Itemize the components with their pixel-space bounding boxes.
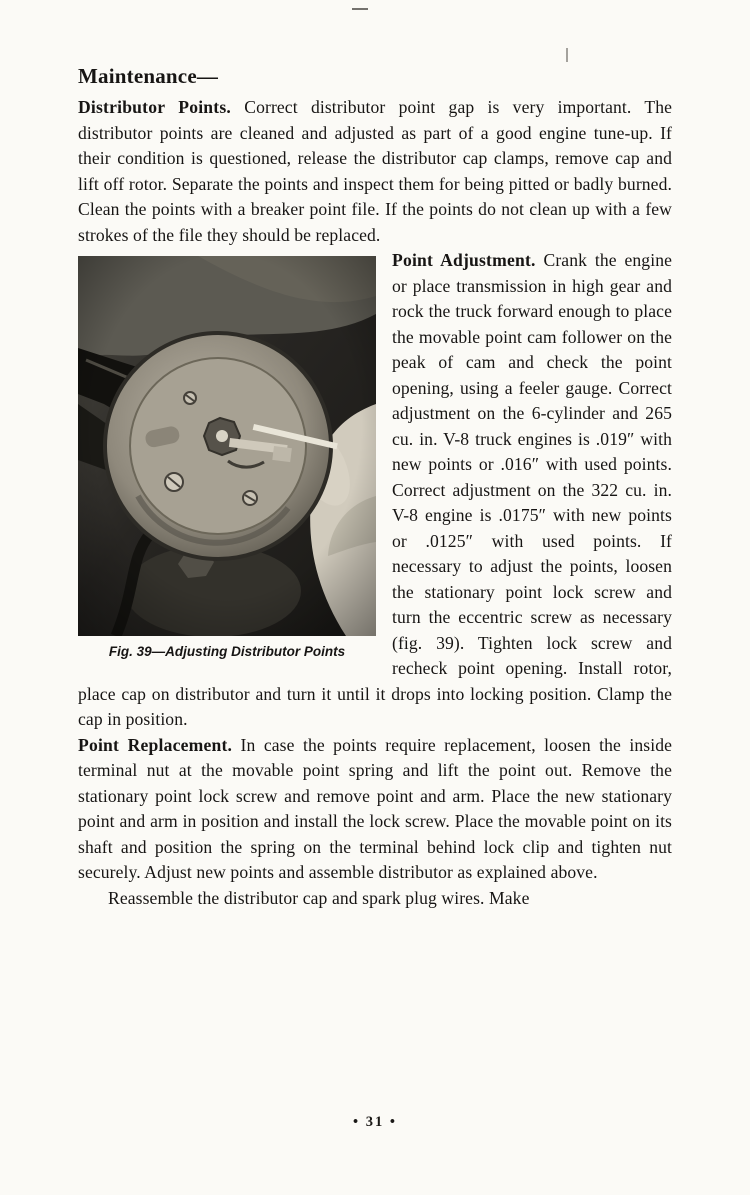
paragraph-body-distributor-points: Correct distributor point gap is very important. The distributor points are cleaned and adjusted as part of a good engine tune-up. If their condition is questioned, release the distributor cap clamps, remove cap and lift off rotor. Separate the points and inspect them for being pitted or badly burned. Clean the points with a breaker point file. If the points do not clean up with a few strokes of the file they should be replaced. (78, 97, 672, 245)
paragraph-reassemble: Reassemble the distributor cap and spark plug wires. Make (108, 887, 530, 908)
figure-photo (78, 256, 376, 636)
paragraph-body-point-replacement: In case the points require replacement, loosen the inside terminal nut at the movable point spring and lift the point out. Remove the stationary point lock screw and remove point and arm. Place the new stationary point and arm in position and install the lock screw. Place the movable point on its shaft and position the spring on the terminal behind lock clip and tighten nut securely. Adjust new points and assemble distributor as explained above. (78, 734, 672, 882)
figure-39 (78, 256, 376, 659)
paragraph-body-point-adjustment: Crank the engine or place transmission in high gear and rock the truck forward enough to place the movable point cam follower on the peak of cam and check the point opening, using a feeler gauge. Correct adjustment on the 6-cylinder and 265 cu. in. V-8 truck engines is .019″ with new points or .016″ with used points. Correct adjustment on the 322 cu. in. V-8 engine is .0175″ with new points or .0125″ with used points. If necessary to adjust the points, loosen the stationary point lock screw and turn the eccentric screw as necessary (fig. 39). Tighten lock screw and recheck point opening. Install rotor, place cap on distributor and turn it until it drops into locking position. Clamp the cap in position. (78, 250, 672, 729)
paragraph-point-replacement (78, 733, 672, 886)
scan-artifact (566, 48, 568, 62)
page-number: • 31 • (353, 1114, 397, 1130)
paragraph-lead-point-adjustment: Point Adjustment. (392, 250, 536, 270)
paragraph-lead-distributor-points: Distributor Points. (78, 97, 231, 117)
figure-caption: Fig. 39—Adjusting Distributor Points (108, 644, 346, 659)
paragraph-lead-point-replacement: Point Replacement. (78, 734, 233, 755)
paragraph-distributor-points (78, 95, 672, 248)
distributor-photo-illustration (78, 256, 376, 636)
section-heading: Maintenance— (78, 64, 219, 88)
scan-artifact (352, 8, 368, 10)
